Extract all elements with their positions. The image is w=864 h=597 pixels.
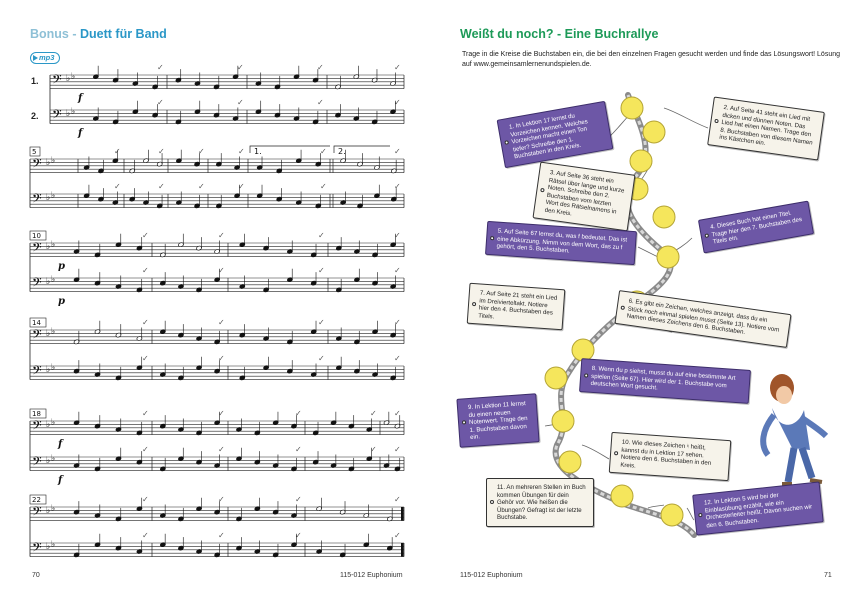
flat-sign: ♭ xyxy=(46,542,51,552)
check-mark: ✓ xyxy=(142,318,149,327)
check-mark: ✓ xyxy=(218,231,225,240)
bass-clef: 𝄢 xyxy=(32,504,42,522)
bass-clef: 𝄢 xyxy=(32,240,42,258)
check-mark: ✓ xyxy=(320,147,327,156)
check-mark: ✓ xyxy=(157,98,164,107)
flat-sign: ♭ xyxy=(51,156,56,166)
bass-clef: 𝄢 xyxy=(32,275,42,293)
tag-hole xyxy=(704,233,709,238)
intro-text: Trage in die Kreise die Buchstaben ein, die bei den einzelnen Fragen gesucht werden und finde das Lösungswort! Lösung auf www.gemeinsamlernenundspielen.de. xyxy=(462,51,840,68)
tag-hole xyxy=(621,305,626,310)
check-mark: ✓ xyxy=(394,63,401,72)
check-mark: ✓ xyxy=(317,63,324,72)
dynamic-marking: p xyxy=(58,261,65,272)
flat-sign: ♭ xyxy=(71,107,76,117)
question-text: 1. In Lektion 17 lernst du Vorzeichen kennen. Welches Vorzeichen macht einen Ton tiefer? Schreibe den 1. Buchstaben in den Kreis. xyxy=(508,112,589,161)
volta-label-1: 1. xyxy=(254,147,262,156)
check-mark: ✓ xyxy=(295,445,302,454)
flat-sign: ♭ xyxy=(51,540,56,550)
flat-sign: ♭ xyxy=(51,240,56,250)
check-mark: ✓ xyxy=(158,182,165,191)
final-barline xyxy=(401,507,404,521)
tag-hole xyxy=(490,236,494,240)
flat-sign: ♭ xyxy=(46,277,51,287)
dynamic-marking: f xyxy=(58,439,63,450)
check-mark: ✓ xyxy=(142,409,149,418)
volta-label-2: 2. xyxy=(338,147,346,156)
check-mark: ✓ xyxy=(320,182,327,191)
check-mark: ✓ xyxy=(370,445,377,454)
page-title-right: Weißt du noch? - Eine Buchrallye xyxy=(460,27,659,41)
flat-sign: ♭ xyxy=(46,456,51,466)
question-text: 4. Dieses Buch hat einen Titel. Trage hier den 7. Buchstaben des Titels ein. xyxy=(709,209,803,246)
question-tag-11 xyxy=(486,478,594,527)
check-mark: ✓ xyxy=(394,266,401,275)
final-barline xyxy=(401,543,404,557)
answer-circle-2[interactable] xyxy=(643,121,665,143)
tag-hole xyxy=(504,141,509,146)
flat-sign: ♭ xyxy=(46,506,51,516)
check-mark: ✓ xyxy=(317,98,324,107)
check-mark: ✓ xyxy=(218,354,225,363)
check-mark: ✓ xyxy=(218,409,225,418)
answer-circle-6[interactable] xyxy=(657,246,679,268)
bass-clef: 𝄢 xyxy=(32,156,42,174)
title-main: Duett für Band xyxy=(80,27,167,41)
answer-circle-9[interactable] xyxy=(545,367,567,389)
check-mark: ✓ xyxy=(114,147,121,156)
answer-circle-3[interactable] xyxy=(630,150,652,172)
flat-sign: ♭ xyxy=(51,191,56,201)
flat-sign: ♭ xyxy=(66,74,71,84)
staff-label-2: 2. xyxy=(31,111,39,121)
flat-sign: ♭ xyxy=(46,158,51,168)
bass-clef: 𝄢 xyxy=(32,540,42,558)
check-mark: ✓ xyxy=(218,531,225,540)
mp3-label: mp3 xyxy=(39,53,55,62)
flat-sign: ♭ xyxy=(46,420,51,430)
check-mark: ✓ xyxy=(394,318,401,327)
check-mark: ✓ xyxy=(218,445,225,454)
answer-circle-13[interactable] xyxy=(611,485,633,507)
dynamic-marking: f xyxy=(78,93,83,104)
check-mark: ✓ xyxy=(394,531,401,540)
check-mark: ✓ xyxy=(237,98,244,107)
flat-sign: ♭ xyxy=(46,329,51,339)
tag-hole xyxy=(490,500,494,504)
check-mark: ✓ xyxy=(142,531,149,540)
bass-clef: 𝄢 xyxy=(32,454,42,472)
bass-clef: 𝄢 xyxy=(32,418,42,436)
footer-code-right: 115-012 Euphonium xyxy=(460,572,523,579)
check-mark: ✓ xyxy=(218,266,225,275)
check-mark: ✓ xyxy=(295,531,302,540)
check-mark: ✓ xyxy=(394,354,401,363)
answer-circle-11[interactable] xyxy=(559,451,581,473)
bass-clef: 𝄢 xyxy=(52,72,62,90)
flat-sign: ♭ xyxy=(51,327,56,337)
question-tag-9 xyxy=(456,393,539,447)
question-text: 8. Wenn du p siehst, musst du auf eine bestimmte Art spielen (Seite 67). Hier wird der 1. Buchstabe vom deutschen Wort gesucht. xyxy=(590,364,736,392)
check-mark: ✓ xyxy=(318,318,325,327)
flat-sign: ♭ xyxy=(46,193,51,203)
dynamic-marking: f xyxy=(78,128,83,139)
dynamic-marking: f xyxy=(58,475,63,486)
tag-hole xyxy=(698,513,702,517)
tag-hole xyxy=(584,373,588,377)
flat-sign: ♭ xyxy=(51,363,56,373)
check-mark: ✓ xyxy=(394,231,401,240)
question-text: 11. An mehreren Stellen im Buch kommen Übungen für dein Gehör vor. Wie heißen die Übungen? Gefragt ist der letzte Buchstabe. xyxy=(497,484,586,522)
check-mark: ✓ xyxy=(318,266,325,275)
bass-clef: 𝄢 xyxy=(32,327,42,345)
bass-clef: 𝄢 xyxy=(32,191,42,209)
check-mark: ✓ xyxy=(238,147,245,156)
tag-hole xyxy=(540,188,545,193)
measure-number: 5 xyxy=(32,148,37,156)
check-mark: ✓ xyxy=(218,318,225,327)
check-mark: ✓ xyxy=(295,409,302,418)
bass-clef: 𝄢 xyxy=(52,107,62,125)
question-tag-7 xyxy=(467,283,566,331)
check-mark: ✓ xyxy=(157,63,164,72)
question-text: 5. Auf Seite 67 lernst du, was f bedeutet. Das ist eine Abkürzung. Nimm von dem Wort, das zu f gehört, den 5. Buchstaben. xyxy=(496,227,628,255)
cartoon-boy-illustration xyxy=(763,374,826,484)
page-number-right: 71 xyxy=(824,572,832,579)
answer-circle-12[interactable] xyxy=(661,504,683,526)
answer-circle-5[interactable] xyxy=(653,206,675,228)
check-mark: ✓ xyxy=(218,495,225,504)
tag-hole xyxy=(472,302,476,306)
measure-number: 22 xyxy=(32,496,41,504)
check-mark: ✓ xyxy=(318,231,325,240)
answer-circle-10[interactable] xyxy=(552,410,574,432)
question-text: 2. Auf Seite 41 steht ein Lied mit dicken und dünnen Noten. Das Lied hat einen Namen. Trage den 8. Buchstaben von diesem Namen ins Kästchen ein. xyxy=(718,103,814,148)
right-page xyxy=(432,0,864,597)
question-text: 12. In Lektion 5 wird bei der Einblasübung erzählt, wie ein Orchesterleiter heißt. Davon suchen wir den 6. Buchstaben. xyxy=(703,491,813,530)
staff-label-1: 1. xyxy=(31,76,39,86)
flat-sign: ♭ xyxy=(71,72,76,82)
check-mark: ✓ xyxy=(142,266,149,275)
check-mark: ✓ xyxy=(198,182,205,191)
volta-bracket-1 xyxy=(250,146,330,153)
question-text: 7. Auf Seite 21 steht ein Lied im Dreivierteltakt. Notiere hier den 4. Buchstaben des Titels. xyxy=(478,289,558,321)
footer-code-left: 115-012 Euphonium xyxy=(340,572,403,579)
check-mark: ✓ xyxy=(370,409,377,418)
flat-sign: ♭ xyxy=(66,109,71,119)
check-mark: ✓ xyxy=(394,182,401,191)
question-tag-10 xyxy=(609,432,732,482)
flat-sign: ♭ xyxy=(46,365,51,375)
check-mark: ✓ xyxy=(238,182,245,191)
title-prefix: Bonus xyxy=(30,27,69,41)
check-mark: ✓ xyxy=(394,445,401,454)
bass-clef: 𝄢 xyxy=(32,363,42,381)
check-mark: ✓ xyxy=(142,495,149,504)
page-number-left: 70 xyxy=(32,572,40,579)
flat-sign: ♭ xyxy=(51,504,56,514)
score-systems xyxy=(30,63,404,558)
measure-number: 10 xyxy=(32,232,41,240)
check-mark: ✓ xyxy=(198,147,205,156)
measure-number: 14 xyxy=(32,319,41,327)
check-mark: ✓ xyxy=(394,147,401,156)
tag-hole xyxy=(462,421,466,425)
flat-sign: ♭ xyxy=(51,275,56,285)
flat-sign: ♭ xyxy=(46,242,51,252)
tag-hole xyxy=(614,451,618,455)
check-mark: ✓ xyxy=(142,354,149,363)
check-mark: ✓ xyxy=(237,63,244,72)
check-mark: ✓ xyxy=(318,354,325,363)
flat-sign: ♭ xyxy=(51,418,56,428)
check-mark: ✓ xyxy=(394,98,401,107)
check-mark: ✓ xyxy=(158,147,165,156)
check-mark: ✓ xyxy=(394,409,401,418)
question-text: 10. Wie dieses Zeichen ♮ heißt, kannst du in Lektion 17 sehen. Notiere den 6. Buchstaben in den Kreis. xyxy=(620,438,712,470)
question-text: 3. Auf Seite 36 steht ein Rätsel über lange und kurze Noten. Schreibe den 2. Buchstaben vom letzten Wort des Rätselnamens in den Kreis. xyxy=(544,169,625,218)
question-text: 6. Es gibt ein Zeichen, welches anzeigt, dass du ein Stück noch einmal spielen musst (Seite 13). Notiere vom Namen dieses Zeichens den 6. Buchstaben. xyxy=(626,297,780,337)
measure-number: 18 xyxy=(32,410,41,418)
tag-hole xyxy=(714,119,719,124)
check-mark: ✓ xyxy=(114,182,121,191)
title-separator: - xyxy=(68,27,80,41)
answer-circle-1[interactable] xyxy=(621,97,643,119)
dynamic-marking: p xyxy=(58,296,65,307)
check-mark: ✓ xyxy=(142,445,149,454)
check-mark: ✓ xyxy=(295,495,302,504)
check-mark: ✓ xyxy=(142,231,149,240)
flat-sign: ♭ xyxy=(51,454,56,464)
question-text: 9. In Lektion 11 lernst du einen neuen Notenwert. Trage den 1. Buchstaben davon ein. xyxy=(467,400,528,442)
check-mark: ✓ xyxy=(394,495,401,504)
